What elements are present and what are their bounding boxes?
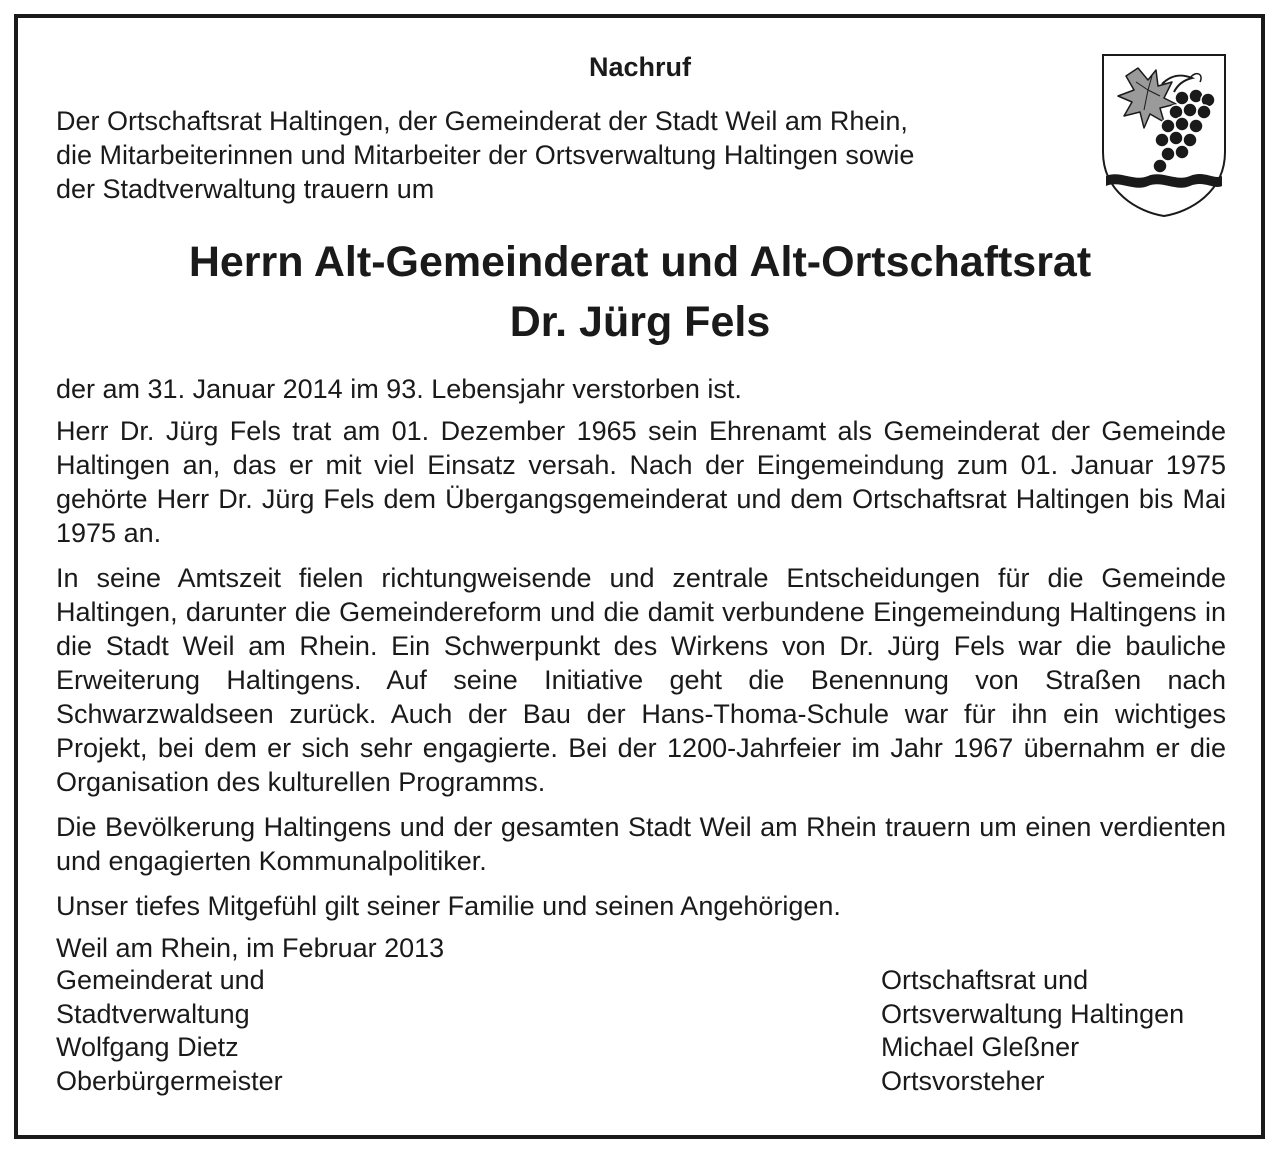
deceased-name-block [0, 232, 1280, 352]
signature-line: Ortschaftsrat und [881, 965, 1089, 995]
paragraph-condolence: Unser tiefes Mitgefühl gilt seiner Familie und seinen Angehörigen. [56, 891, 841, 921]
signature-line: Stadtverwaltung [56, 998, 250, 1029]
intro-line: der Stadtverwaltung trauern um [56, 174, 435, 204]
signature-left [56, 964, 283, 1098]
signature-role: Oberbürgermeister [56, 1065, 283, 1096]
signature-line: Gemeinderat und [56, 965, 265, 995]
signature-right [881, 964, 1184, 1098]
signature-name: Michael Gleßner [881, 1032, 1080, 1062]
place-date: Weil am Rhein, im Februar 2013 [56, 933, 445, 963]
obituary-heading: Nachruf [588, 52, 691, 82]
intro-text [56, 104, 1056, 206]
signature-role: Ortsvorsteher [881, 1065, 1045, 1096]
deceased-title: Herrn Alt-Gemeinderat und Alt-Ortschaftsrat [188, 238, 1092, 286]
signature-name: Wolfgang Dietz [56, 1032, 239, 1062]
paragraph-achievements: In seine Amtszeit fielen richtungweisende und zentrale Entscheidungen für die Gemeinde Haltingen, darunter die Gemeindereform und die damit verbundene Eingemeindung Haltingens in die Stadt Weil am Rhein. Ein Schwerpunkt des Wirkens von Dr. Jürg Fels war die bauliche Erweiterung Haltingens. Auf seine Initiative geht die Benennung von Straßen nach Schwarzwaldseen zurück. Auch der Bau der Hans-Thoma-Schule war für ihn ein wichtiges Projekt, bei dem er sich sehr engagierte. Bei der 1200-Jahrfeier im Jahr 1967 übernahm er die Organisation des kulturellen Programms. [56, 563, 1226, 797]
deceased-name: Dr. Jürg Fels [509, 298, 771, 346]
coat-of-arms-grapes-icon [1100, 52, 1228, 218]
death-notice: der am 31. Januar 2014 im 93. Lebensjahr verstorben ist. [56, 374, 742, 404]
paragraph-career: Herr Dr. Jürg Fels trat am 01. Dezember 1965 sein Ehrenamt als Gemeinderat der Gemeinde Haltingen an, das er mit viel Einsatz versah. Nach der Eingemeindung zum 01. Januar 1975 gehörte Herr Dr. Jürg Fels dem Übergangsgemeinderat und dem Ortschaftsrat Haltingen bis Mai 1975 an. [56, 416, 1226, 548]
obituary-body [56, 372, 1226, 976]
signature-line: Ortsverwaltung Haltingen [881, 998, 1185, 1029]
intro-line: die Mitarbeiterinnen und Mitarbeiter der Ortsverwaltung Haltingen sowie [56, 140, 915, 170]
intro-line: Der Ortschaftsrat Haltingen, der Gemeinderat der Stadt Weil am Rhein, [56, 106, 908, 136]
paragraph-mourning: Die Bevölkerung Haltingens und der gesamten Stadt Weil am Rhein trauern um einen verdienten und engagierten Kommunalpolitiker. [56, 812, 1226, 876]
